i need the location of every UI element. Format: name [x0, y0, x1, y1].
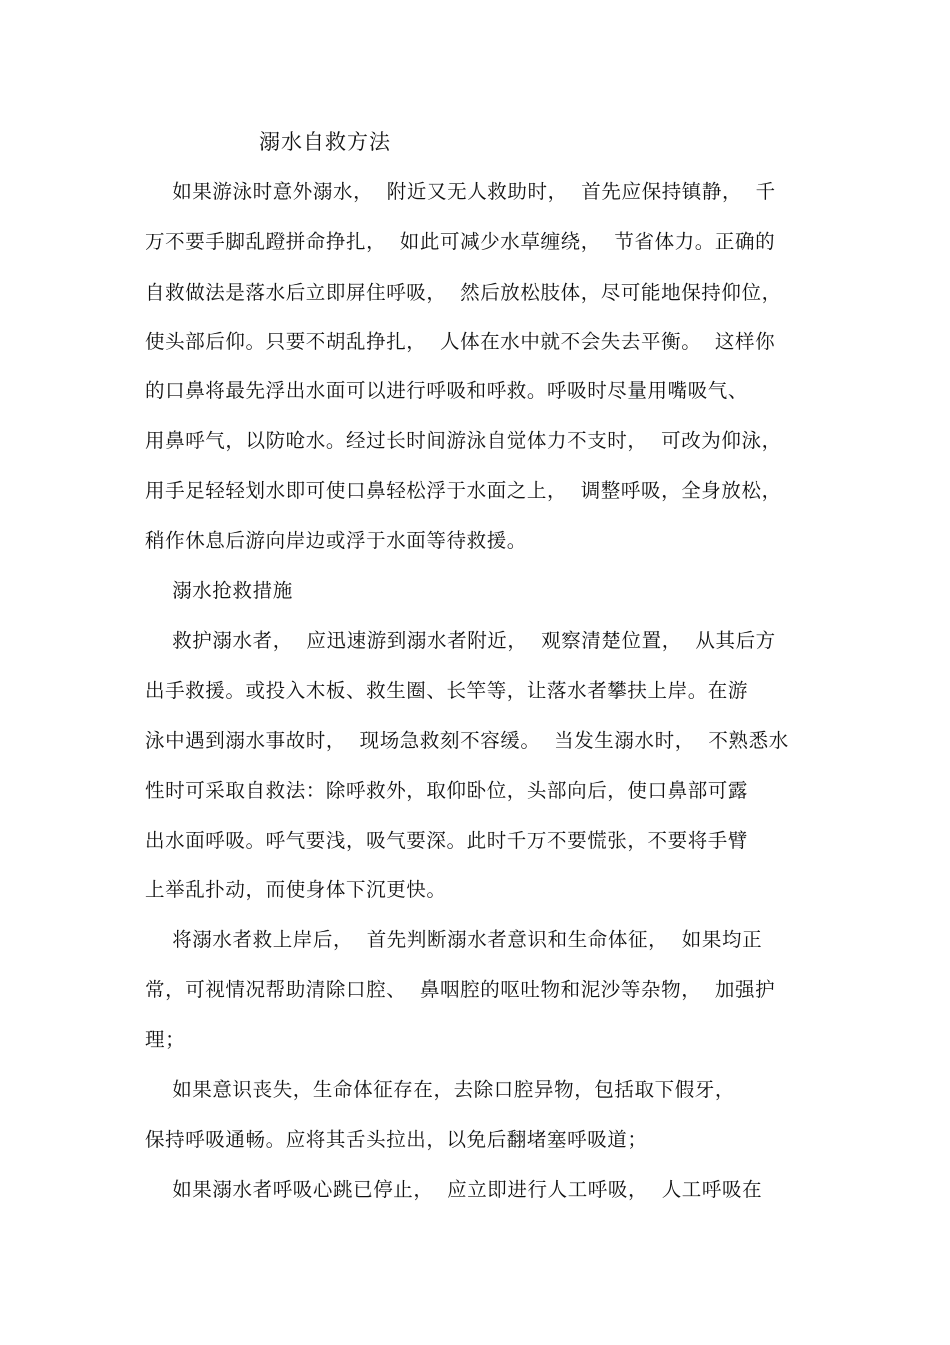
paragraph-line: 上举乱扑动，而使身体下沉更快。: [145, 878, 447, 901]
paragraph-line: 万不要手脚乱蹬拼命挣扎， 如此可减少水草缠绕， 节省体力。正确的: [145, 230, 776, 253]
section-heading: 溺水抢救措施: [145, 579, 293, 602]
paragraph-line: 如果意识丧失，生命体征存在，去除口腔异物，包括取下假牙，: [145, 1078, 735, 1101]
paragraph-line: 性时可采取自救法：除呼救外，取仰卧位，头部向后，使口鼻部可露: [145, 779, 749, 802]
paragraph-line: 的口鼻将最先浮出水面可以进行呼吸和呼救。呼吸时尽量用嘴吸气、: [145, 379, 749, 402]
paragraph-line: 如果游泳时意外溺水， 附近又无人救助时， 首先应保持镇静， 千: [145, 180, 776, 203]
paragraph-line: 使头部后仰。只要不胡乱挣扎， 人体在水中就不会失去平衡。 这样你: [145, 330, 776, 353]
paragraph-line: 自救做法是落水后立即屏住呼吸， 然后放松肢体，尽可能地保持仰位，: [145, 281, 782, 304]
paragraph-line: 如果溺水者呼吸心跳已停止， 应立即进行人工呼吸， 人工呼吸在: [145, 1178, 763, 1201]
paragraph-line: 保持呼吸通畅。应将其舌头拉出，以免后翻堵塞呼吸道；: [145, 1128, 648, 1151]
paragraph-line: 将溺水者救上岸后， 首先判断溺水者意识和生命体征， 如果均正: [145, 928, 763, 951]
paragraph-line: 出手救援。或投入木板、救生圈、长竿等，让落水者攀扶上岸。在游: [145, 679, 749, 702]
paragraph-line: 出水面呼吸。呼气要浅，吸气要深。此时千万不要慌张，不要将手臂: [145, 829, 749, 852]
paragraph-line: 理；: [145, 1028, 186, 1051]
paragraph-line: 泳中遇到溺水事故时， 现场急救刻不容缓。 当发生溺水时， 不熟悉水: [145, 729, 789, 752]
document-title: 溺水自救方法: [259, 130, 391, 154]
paragraph-line: 常，可视情况帮助清除口腔、 鼻咽腔的呕吐物和泥沙等杂物， 加强护: [145, 978, 776, 1001]
paragraph-line: 用手足轻轻划水即可使口鼻轻松浮于水面之上， 调整呼吸，全身放松，: [145, 479, 782, 502]
paragraph-line: 救护溺水者， 应迅速游到溺水者附近， 观察清楚位置， 从其后方: [145, 629, 776, 652]
paragraph-line: 稍作休息后游向岸边或浮于水面等待救援。: [145, 529, 527, 552]
paragraph-line: 用鼻呼气，以防呛水。经过长时间游泳自觉体力不支时， 可改为仰泳，: [145, 429, 782, 452]
